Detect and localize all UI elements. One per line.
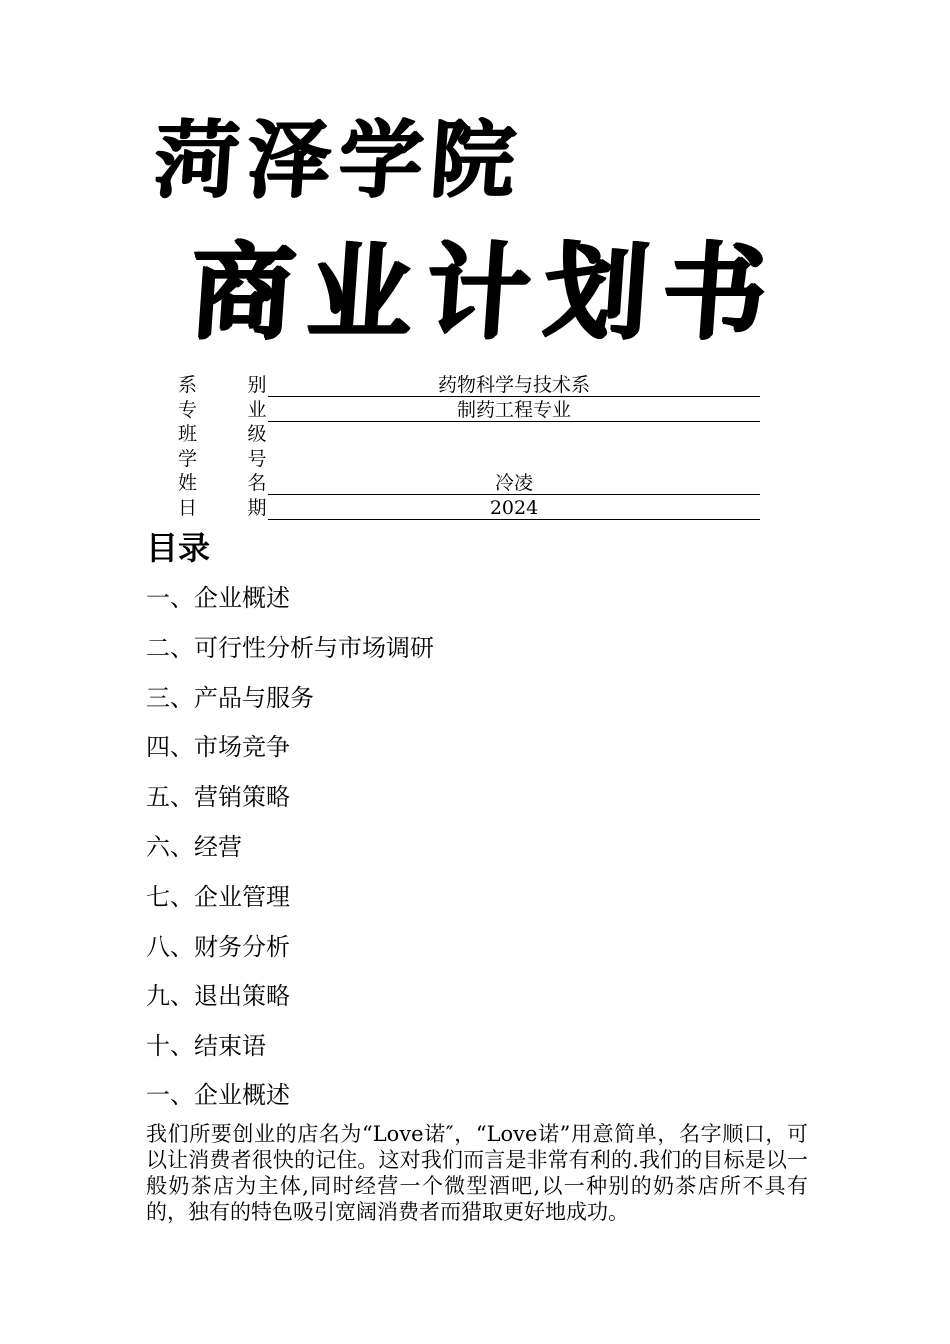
toc-item: 五、营销策略 [146, 783, 290, 812]
info-label: 班 级 [178, 423, 267, 446]
info-value: 药物科学与技术系 [268, 373, 760, 397]
info-label: 姓 名 [178, 472, 267, 495]
toc-item: 四、市场竞争 [146, 733, 290, 762]
info-value: 冷凌 [268, 471, 760, 495]
table-of-contents [146, 580, 434, 1078]
info-block [178, 373, 760, 521]
info-label: 专 业 [178, 398, 267, 421]
info-value [268, 447, 760, 470]
toc-item: 三、产品与服务 [146, 683, 314, 712]
info-value [268, 422, 760, 445]
toc-item: 九、退出策略 [146, 982, 290, 1011]
info-row-date [178, 496, 760, 521]
info-row-major [178, 398, 760, 423]
info-row-student-id [178, 447, 760, 472]
info-row-department [178, 373, 760, 398]
info-label: 日 期 [178, 496, 267, 519]
section-heading: 一、企业概述 [146, 1081, 290, 1109]
toc-item: 二、可行性分析与市场调研 [146, 633, 434, 662]
toc-item: 十、结束语 [146, 1032, 266, 1061]
toc-item: 七、企业管理 [146, 882, 290, 911]
toc-item: 一、企业概述 [146, 584, 290, 612]
toc-title: 目录 [146, 529, 211, 567]
info-label: 学 号 [178, 447, 267, 470]
toc-item: 六、经营 [146, 832, 242, 861]
info-value: 制药工程专业 [268, 398, 760, 422]
toc-item: 八、财务分析 [146, 932, 290, 961]
info-value: 2024 [268, 496, 760, 520]
school-name: 菏泽学院 [151, 110, 527, 209]
section-paragraph: 我们所要创业的店名为“Love诺″，“Love诺”用意简单，名字顺口，可以让消费者很快的记住。这对我们而言是非常有利的.我们的目标是以一般奶茶店为主体,同时经营一个微型酒吧,以一种别的奶茶店所不具有的，独有的特色吸引宽阔消费者而猎取更好地成功。 [146, 1122, 808, 1224]
info-row-class [178, 422, 760, 447]
document-title: 商业计划书 [185, 230, 785, 353]
info-label: 系 别 [178, 374, 267, 396]
info-row-name [178, 471, 760, 496]
